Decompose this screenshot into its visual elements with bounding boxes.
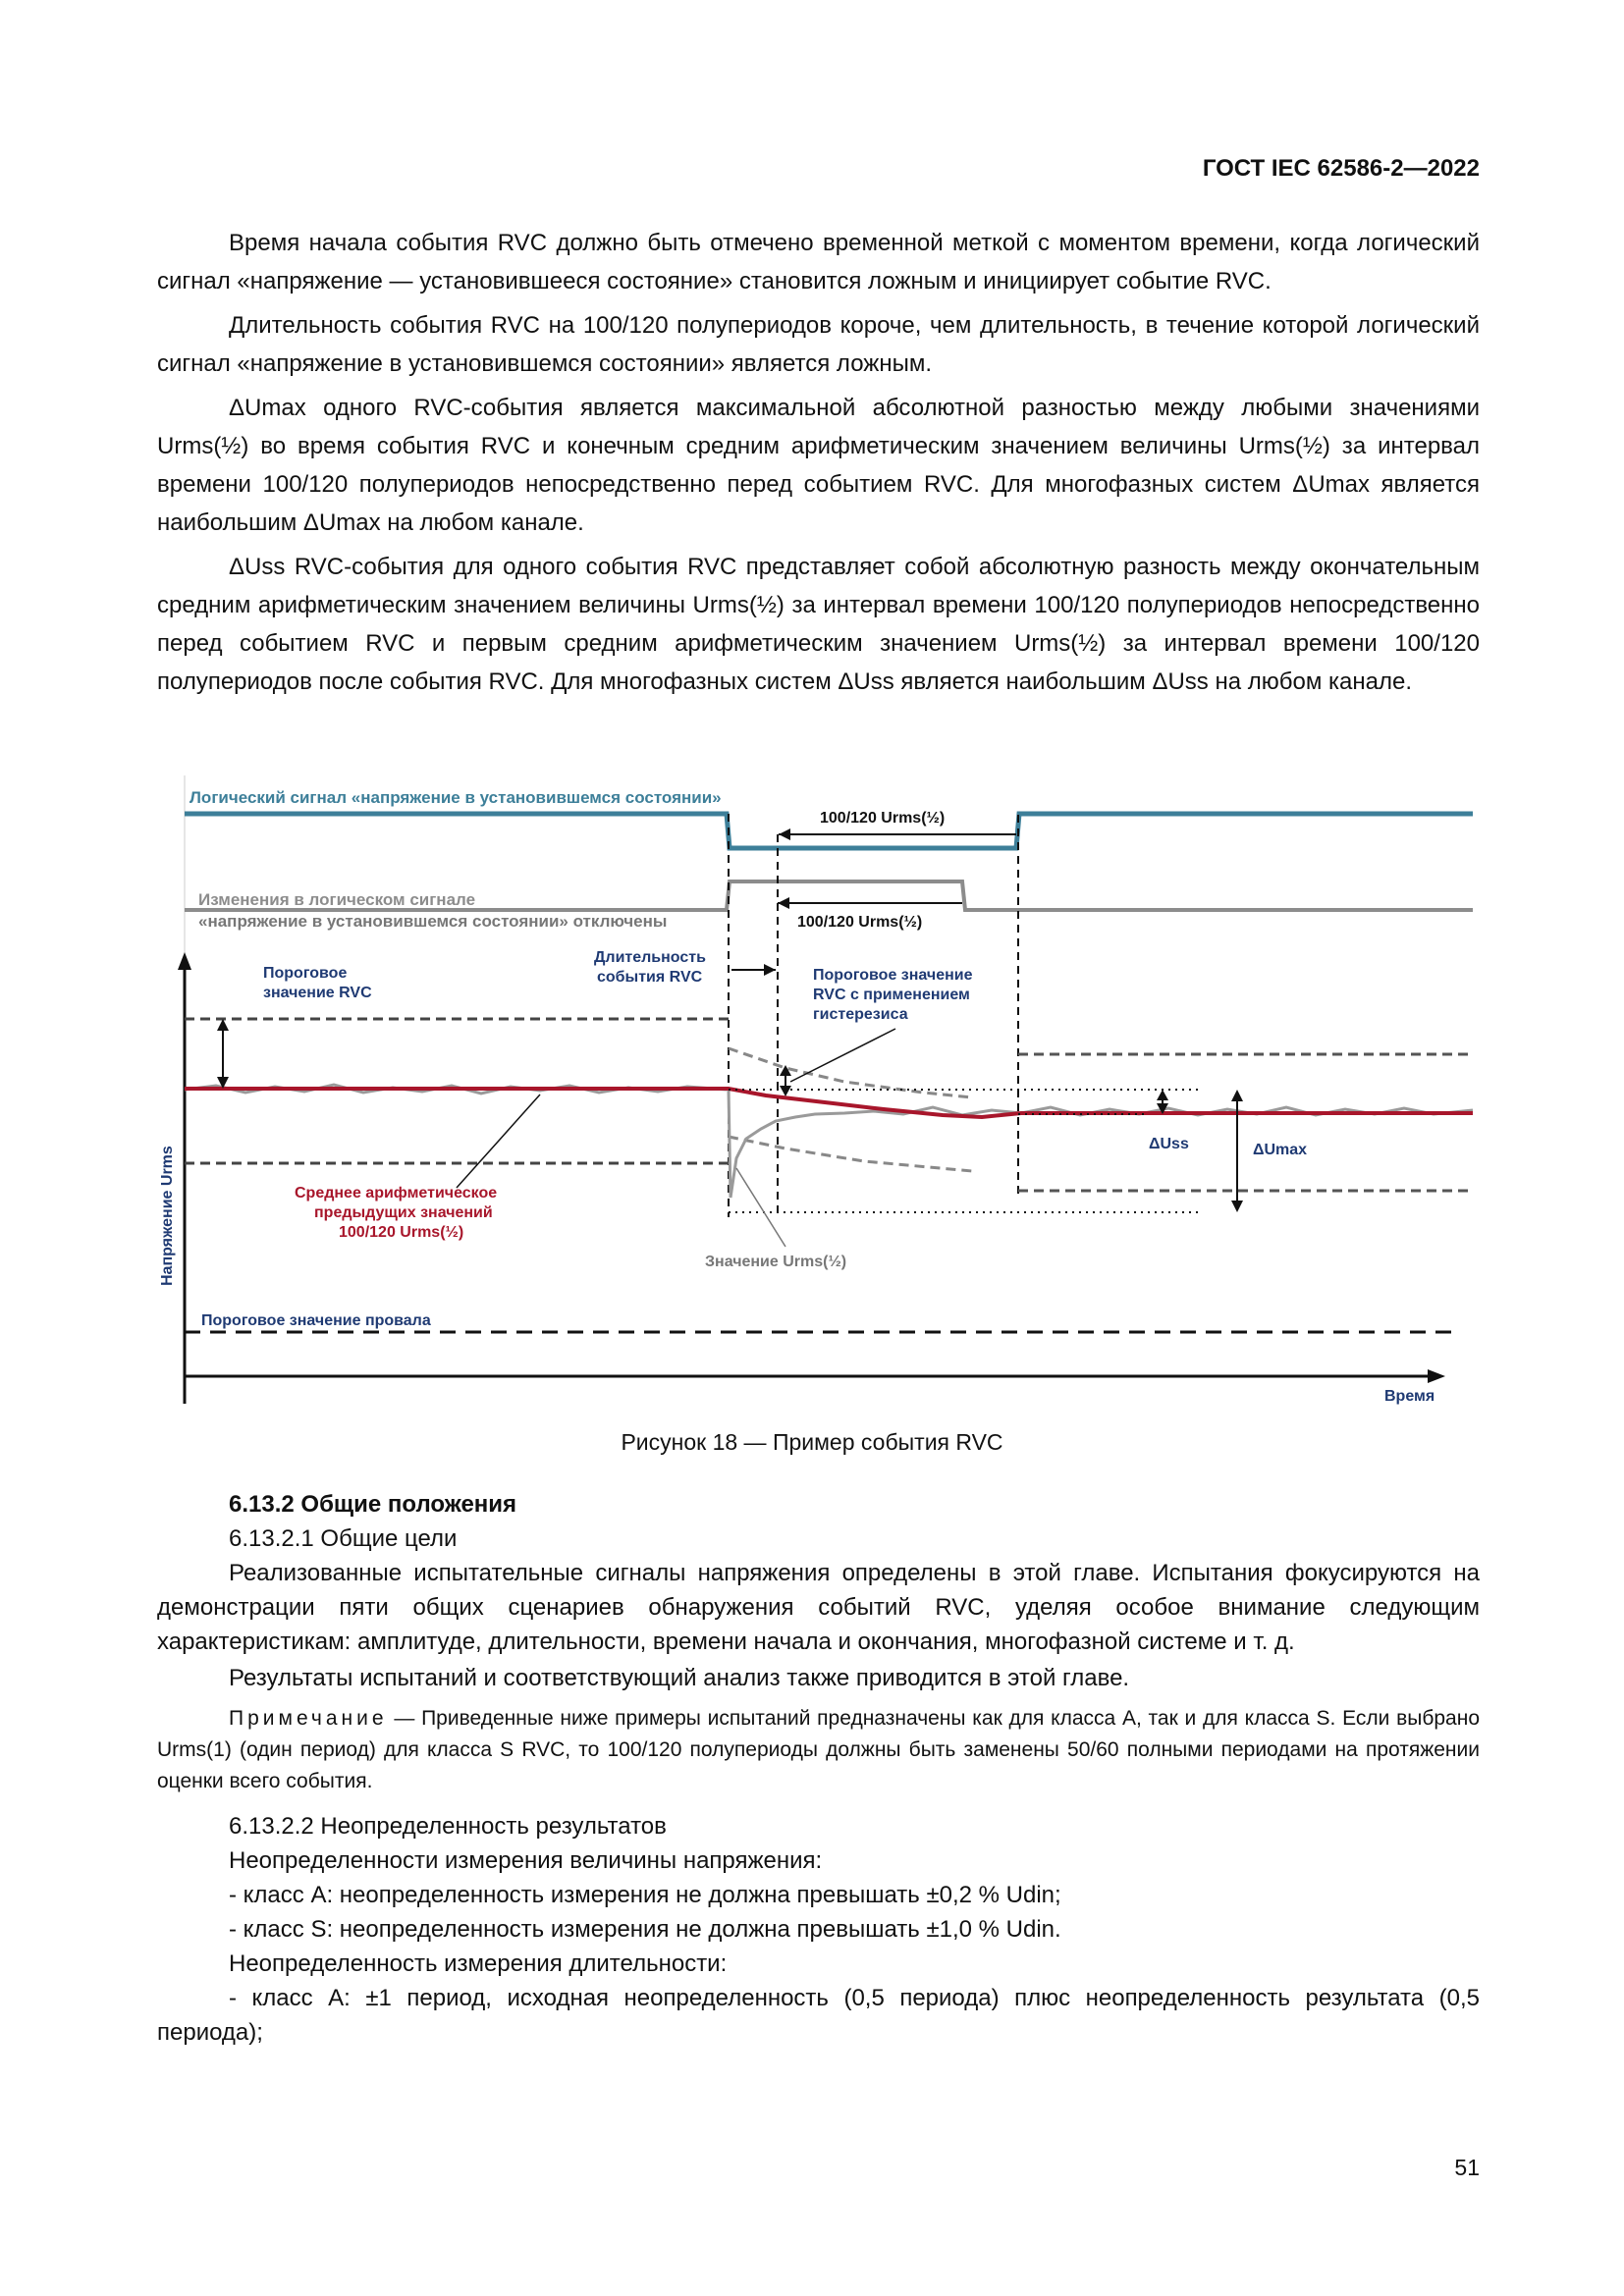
du-ss-label: ΔUss: [1149, 1136, 1189, 1152]
section-paragraph-1: Реализованные испытательные сигналы напряжения определены в этой главе. Испытания фокусируются на демонстрации пяти общих сценариев обнаружения событий RVC, уделяя особое внимание следующим характеристикам: амплитуде, длительности, времени начала и окончания, многофазной системе и т. д.: [157, 1560, 1480, 1655]
hyst-arrowhead-down: [780, 1086, 791, 1096]
logic-signal-label: Логический сигнал «напряжение в установившемся состоянии»: [189, 788, 722, 807]
uncertainty-line-2: - класс А: неопределенность измерения не должна превышать ±0,2 % Udin;: [229, 1882, 1061, 1908]
du-max-arrowhead-down: [1231, 1201, 1243, 1212]
note: [157, 1703, 1480, 1797]
du-max-arrowhead-up: [1231, 1090, 1243, 1101]
subsection-6-13-2-1: 6.13.2.1 Общие цели: [229, 1525, 458, 1552]
rvc-figure: [157, 775, 1502, 1414]
paragraph-1: Время начала события RVC должно быть отмечено временной меткой с моментом времени, когда логический сигнал «напряжение — установившееся состояние» становится ложным и инициирует событие RVC.: [157, 230, 1480, 294]
section-6-13-2: [157, 1487, 1480, 2050]
duration-arrowhead-right: [764, 964, 776, 976]
uncertainty-line-5: - класс А: ±1 период, исходная неопределенность (0,5 периода) плюс неопределенность результата (0,5 периода);: [157, 1985, 1480, 2046]
mean-label-3: 100/120 Urms(½): [339, 1224, 464, 1241]
uncertainty-line-4: Неопределенность измерения длительности:: [229, 1950, 728, 1977]
page-number: 51: [1454, 2155, 1480, 2180]
hyst-label-3: гистерезиса: [813, 1006, 908, 1023]
x-axis-label: Время: [1384, 1388, 1435, 1405]
threshold-arrowhead-up: [217, 1019, 229, 1031]
du-ss-arrowhead-up: [1157, 1090, 1168, 1100]
uncertainty-line-1: Неопределенности измерения величины напряжения:: [229, 1847, 823, 1874]
interval-arrowhead-mid: [778, 897, 789, 909]
duration-label-2: события RVC: [597, 969, 703, 986]
threshold-label-2: значение RVC: [263, 985, 372, 1001]
interval-label-top: 100/120 Urms(½): [820, 810, 946, 827]
figure-caption: Рисунок 18 — Пример события RVC: [621, 1429, 1003, 1455]
x-axis-arrowhead: [1428, 1369, 1445, 1383]
hyst-lower-line: [729, 1137, 972, 1171]
intro-text: [157, 224, 1480, 701]
interval-arrowhead-top: [779, 828, 790, 840]
urms-value-label: Значение Urms(½): [705, 1254, 847, 1270]
paragraph-2: Длительность события RVC на 100/120 полупериодов короче, чем длительность, в течение которой логический сигнал «напряжение в установившемся состоянии» является ложным.: [157, 312, 1480, 377]
section-paragraph-2: Результаты испытаний и соответствующий анализ также приводится в этой главе.: [229, 1665, 1130, 1691]
mean-label-2: предыдущих значений: [314, 1204, 493, 1221]
hyst-label-2: RVC с применением: [813, 987, 970, 1003]
y-axis-arrowhead: [178, 952, 191, 970]
du-max-label: ΔUmax: [1253, 1142, 1308, 1158]
threshold-label-1: Пороговое: [263, 965, 348, 982]
uncertainty-line-3: - класс S: неопределенность измерения не должна превышать ±1,0 % Udin.: [229, 1916, 1061, 1943]
paragraph-4: ΔUss RVC-события для одного события RVC представляет собой абсолютную разность между окончательным средним арифметическим значением величины Urms(½) за интервал времени 100/120 полупериодов непосредственно перед событием RVC и первым средним арифметическим значением Urms(½) за интервал времени 100/120 полупериодов после события RVC. Для многофазных систем ΔUss является наибольшим ΔUss на любом канале.: [157, 554, 1480, 695]
mean-label-1: Среднее арифметическое: [295, 1185, 498, 1201]
interval-label-mid: 100/120 Urms(½): [797, 914, 923, 931]
note-label: Примечание: [229, 1707, 388, 1730]
document-header: ГОСТ IEC 62586-2—2022: [1202, 155, 1480, 182]
subsection-6-13-2-2: 6.13.2.2 Неопределенность результатов: [229, 1813, 667, 1840]
change-label-1: Изменения в логическом сигнале: [198, 890, 476, 909]
hyst-label-1: Пороговое значение: [813, 967, 973, 984]
hyst-pointer: [790, 1029, 895, 1082]
section-heading: 6.13.2 Общие положения: [229, 1491, 517, 1518]
paragraph-3: ΔUmax одного RVC-события является максимальной абсолютной разностью между любыми значениями Urms(½) во время события RVC и конечным средним арифметическим значением величины Urms(½) за интервал времени 100/120 полупериодов непосредственно перед событием RVC. Для многофазных систем ΔUmax является наибольшим ΔUmax на любом канале.: [157, 395, 1480, 536]
dip-threshold-label: Пороговое значение провала: [201, 1312, 431, 1329]
duration-label-1: Длительность: [594, 949, 706, 966]
mean-pointer: [457, 1095, 540, 1188]
y-axis-label: Напряжение Urms: [159, 1146, 176, 1286]
change-label-2: «напряжение в установившемся состоянии» отключены: [198, 912, 668, 931]
note-text: — Приведенные ниже примеры испытаний предназначены как для класса А, так и для класса S. Если выбрано Urms(1) (один период) для класса S RVC, то 100/120 полупериоды должны быть заменены 50/60 полными периодами на протяжении оценки всего события.: [157, 1707, 1480, 1792]
